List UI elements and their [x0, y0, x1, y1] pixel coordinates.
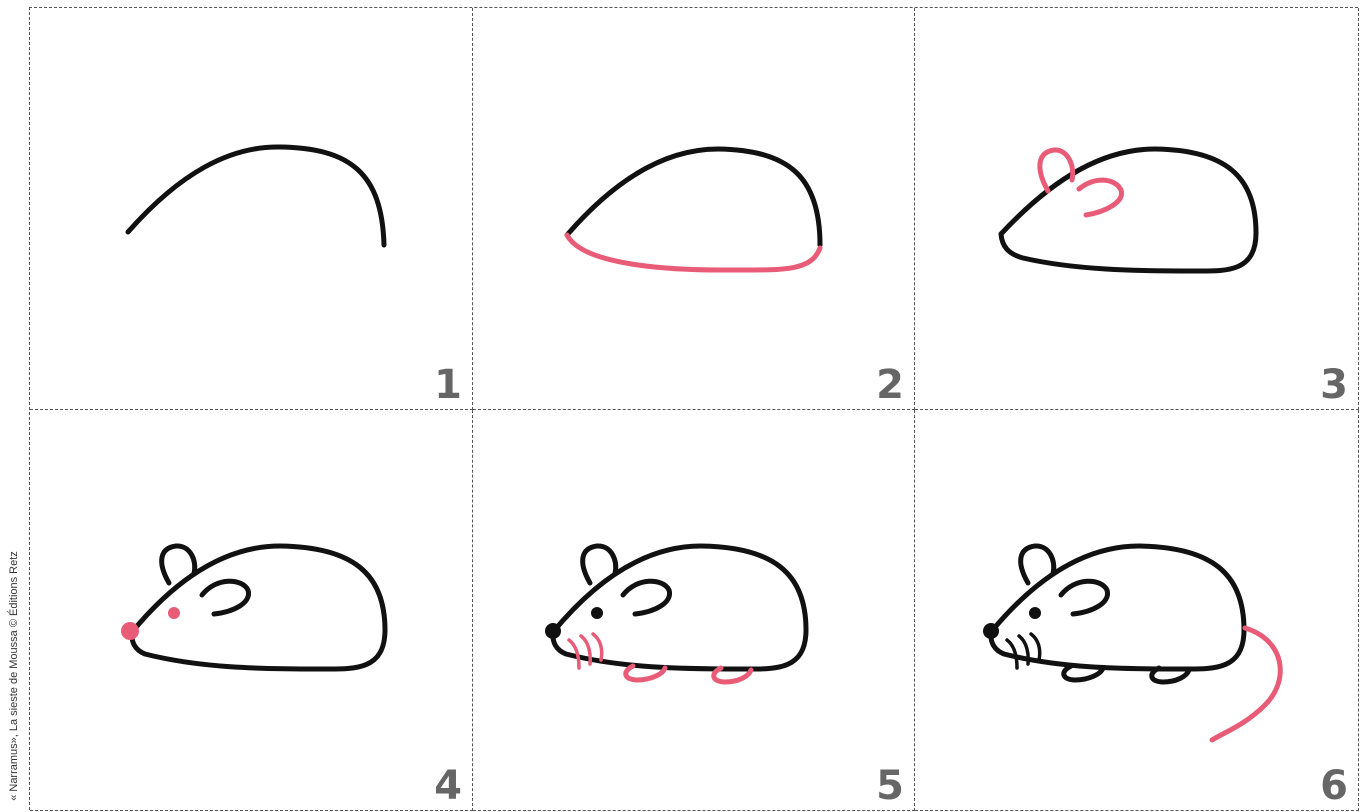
step-panel-5	[473, 410, 915, 811]
step-2-drawing	[473, 8, 914, 409]
step-number-2: 2	[876, 362, 904, 408]
eye-dot	[1029, 607, 1041, 619]
credit-strip	[0, 0, 28, 812]
nose-dot	[121, 622, 139, 640]
belly-line	[567, 235, 820, 270]
body-arc	[567, 149, 820, 245]
step-panel-6	[915, 410, 1359, 811]
nose-dot	[545, 623, 561, 639]
front-ear	[202, 581, 249, 614]
copyright-credit: « Narramus», La sieste de Moussa © Éditions Retz	[8, 551, 20, 801]
tail	[1212, 628, 1280, 740]
nose-dot	[983, 623, 999, 639]
eye-dot	[168, 607, 180, 619]
whisker-3	[593, 634, 602, 660]
front-ear	[623, 581, 670, 614]
step-3-drawing	[915, 8, 1358, 409]
step-number-6: 6	[1320, 763, 1348, 809]
step-6-drawing	[915, 410, 1358, 810]
front-ear	[1079, 180, 1122, 215]
step-5-drawing	[473, 410, 914, 810]
body-outline	[132, 546, 385, 669]
front-ear	[1061, 581, 1108, 614]
step-number-3: 3	[1320, 362, 1348, 408]
step-panel-1	[30, 8, 473, 410]
step-4-drawing	[30, 410, 472, 810]
whisker-3	[1031, 634, 1040, 660]
body-arc	[128, 147, 384, 245]
step-number-4: 4	[434, 763, 462, 809]
drawing-steps-grid	[29, 7, 1358, 810]
step-panel-2	[473, 8, 915, 410]
step-panel-3	[915, 8, 1359, 410]
step-1-drawing	[30, 8, 472, 409]
step-number-1: 1	[434, 362, 462, 408]
step-number-5: 5	[876, 763, 904, 809]
step-panel-4	[30, 410, 473, 811]
eye-dot	[591, 607, 603, 619]
